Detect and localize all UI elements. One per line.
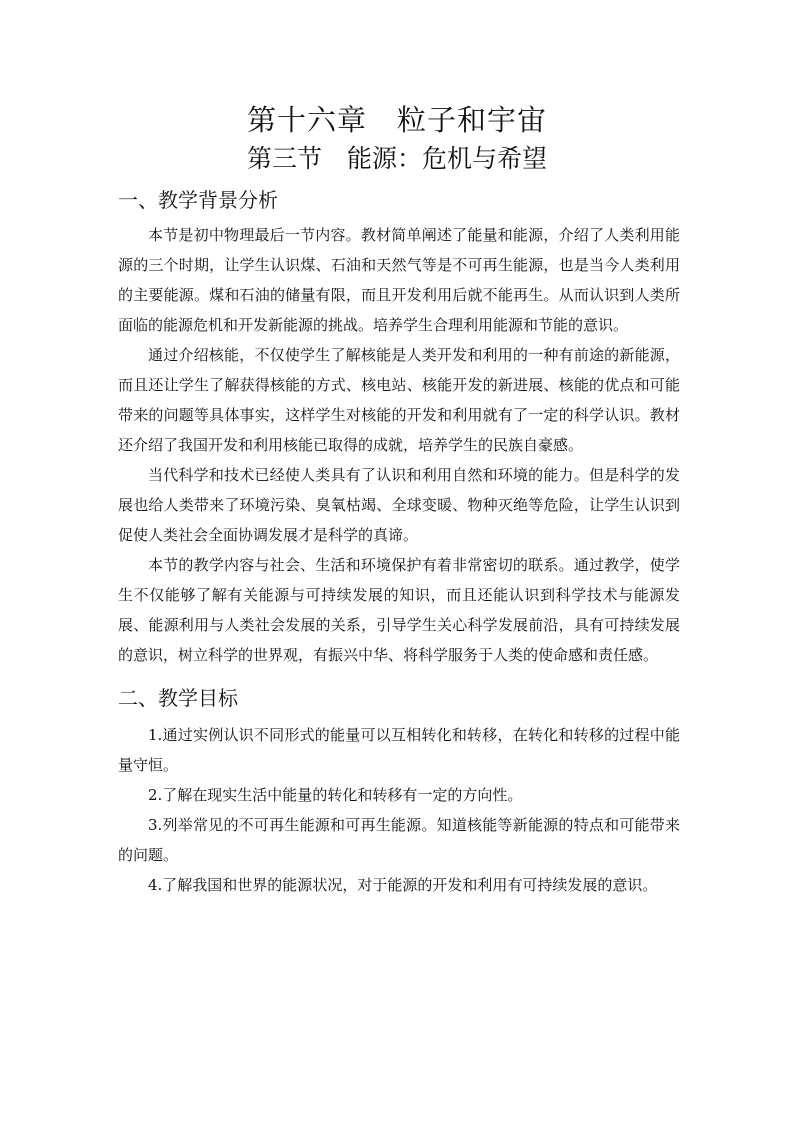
objective-item-4: 4.了解我国和世界的能源状况，对于能源的开发和利用有可持续发展的意识。 xyxy=(148,876,658,894)
objective-item-1: 1.通过实例认识不同形式的能量可以互相转化和转移，在转化和转移的过程中能量守恒。 xyxy=(118,726,680,774)
objective-item-3: 3.列举常见的不可再生能源和可再生能源。知道核能等新能源的特点和可能带来的问题。 xyxy=(118,816,680,864)
paragraph-background-4: 本节的教学内容与社会、生活和环境保护有着非常密切的联系。通过教学，使学生不仅能够了解有关能源与可持续发展的知识，而且还能认识到科学技术与能源发展、能源利用与人类社会发展的关系，引导学生关心科学发展前沿，具有可持续发展的意识，树立科学的世界观，有振兴中华、将科学服务于人类的使命感和责任感。 xyxy=(118,556,680,664)
paragraph-background-2: 通过介绍核能，不仅使学生了解核能是人类开发和利用的一种有前途的新能源，而且还让学生了解获得核能的方式、核电站、核能开发的新进展、核能的优点和可能带来的问题等具体事实，这样学生对核能的开发和利用就有了一定的科学认识。教材还介绍了我国开发和利用核能已取得的成就，培养学生的民族自豪感。 xyxy=(118,346,680,454)
chapter-title: 第十六章 粒子和宇宙 xyxy=(246,103,547,137)
paragraph-background-3: 当代科学和技术已经使人类具有了认识和利用自然和环境的能力。但是科学的发展也给人类带来了环境污染、臭氧枯竭、全球变暖、物种灭绝等危险，让学生认识到促使人类社会全面协调发展才是科学的真谛。 xyxy=(118,466,680,544)
objective-item-2: 2.了解在现实生活中能量的转化和转移有一定的方向性。 xyxy=(148,786,523,804)
document-body xyxy=(118,186,680,900)
section-title: 第三节 能源：危机与希望 xyxy=(246,144,547,173)
heading-teaching-background: 一、教学背景分析 xyxy=(118,188,278,212)
paragraph-background-1: 本节是初中物理最后一节内容。教材简单阐述了能量和能源，介绍了人类利用能源的三个时期，让学生认识煤、石油和天然气等是不可再生能源，也是当今人类利用的主要能源。煤和石油的储量有限，而且开发利用后就不能再生。从而认识到人类所面临的能源危机和开发新能源的挑战。培养学生合理利用能源和节能的意识。 xyxy=(118,226,680,334)
heading-teaching-objectives: 二、教学目标 xyxy=(118,686,238,710)
